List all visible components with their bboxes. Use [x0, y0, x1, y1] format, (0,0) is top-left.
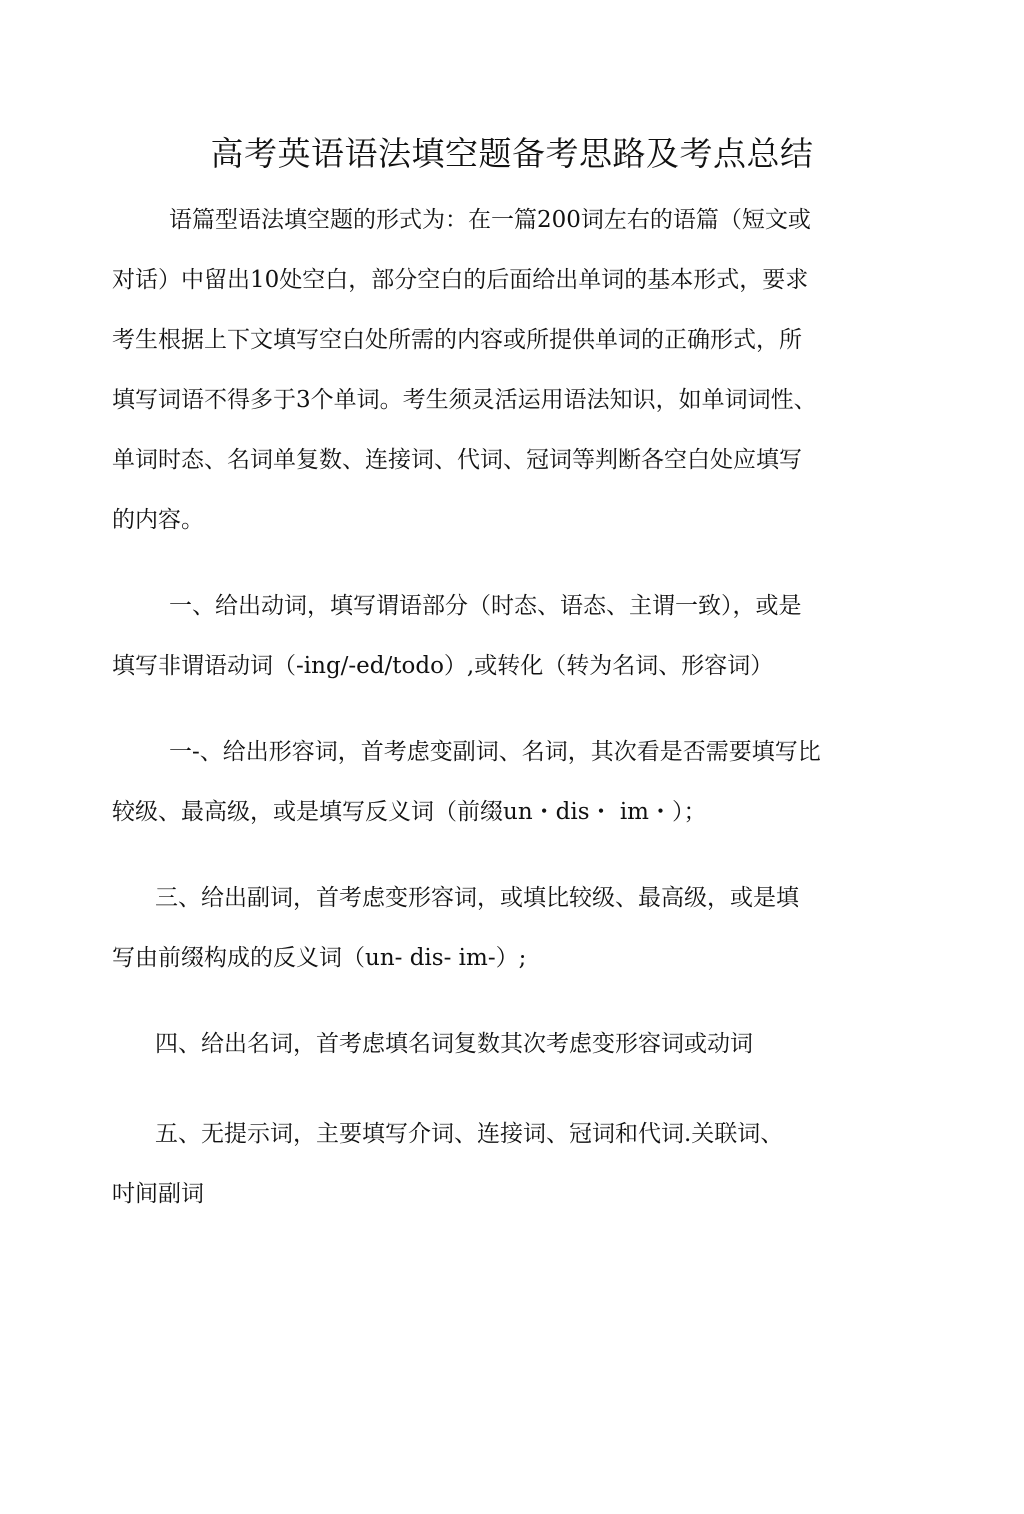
- point-one-line: 一、给出动词，填写谓语部分（时态、语态、主谓一致），或是: [169, 593, 802, 619]
- intro-paragraph: [112, 190, 872, 550]
- point-five-paragraph: [112, 1104, 872, 1224]
- point-three-line: 写由前缀构成的反义词（un- dis- im-）;: [112, 945, 527, 971]
- intro-line: 对话）中留出10处空白，部分空白的后面给出单词的基本形式，要求: [112, 267, 809, 293]
- point-one-line: 填写非谓语动词（-ing/-ed/todo）,或转化（转为名词、形容词）: [112, 653, 774, 679]
- intro-line: 的内容。: [112, 507, 204, 533]
- point-two-line: 一-、给出形容词，首考虑变副词、名词，其次看是否需要填写比: [169, 739, 821, 765]
- intro-line: 单词时态、名词单复数、连接词、代词、冠词等判断各空白处应填写: [112, 447, 802, 473]
- point-five-line: 吋间副词: [112, 1181, 204, 1207]
- point-two-line: 较级、最高级，或是填写反义词（前缀un・dis・ im・）；: [112, 799, 707, 825]
- intro-line: 考生根据上下文填写空白处所需的内容或所提供单词的正确形式，所: [112, 327, 802, 353]
- document-title: 高考英语语法填空题备考思路及考点总结: [210, 134, 814, 173]
- intro-line: 填写词语不得多于3个单词。考生须灵活运用语法知识，如单词词性、: [112, 387, 817, 413]
- point-one-paragraph: [112, 576, 872, 696]
- point-three-line: 三、给出副词，首考虑变形容词，或填比较级、最高级，或是填: [155, 885, 799, 911]
- point-two-paragraph: [112, 722, 872, 842]
- point-four-paragraph: [112, 1014, 872, 1074]
- point-three-paragraph: [112, 868, 872, 988]
- intro-line: 语篇型语法填空题的形式为：在一篇200词左右的语篇（短文或: [169, 207, 811, 233]
- point-five-line: 五、无提示词，主要填写介词、连接词、冠词和代词.关联词、: [155, 1121, 784, 1147]
- point-four-line: 四、给出名词，首考虑填名词复数其次考虑变形容词或动词: [155, 1031, 753, 1057]
